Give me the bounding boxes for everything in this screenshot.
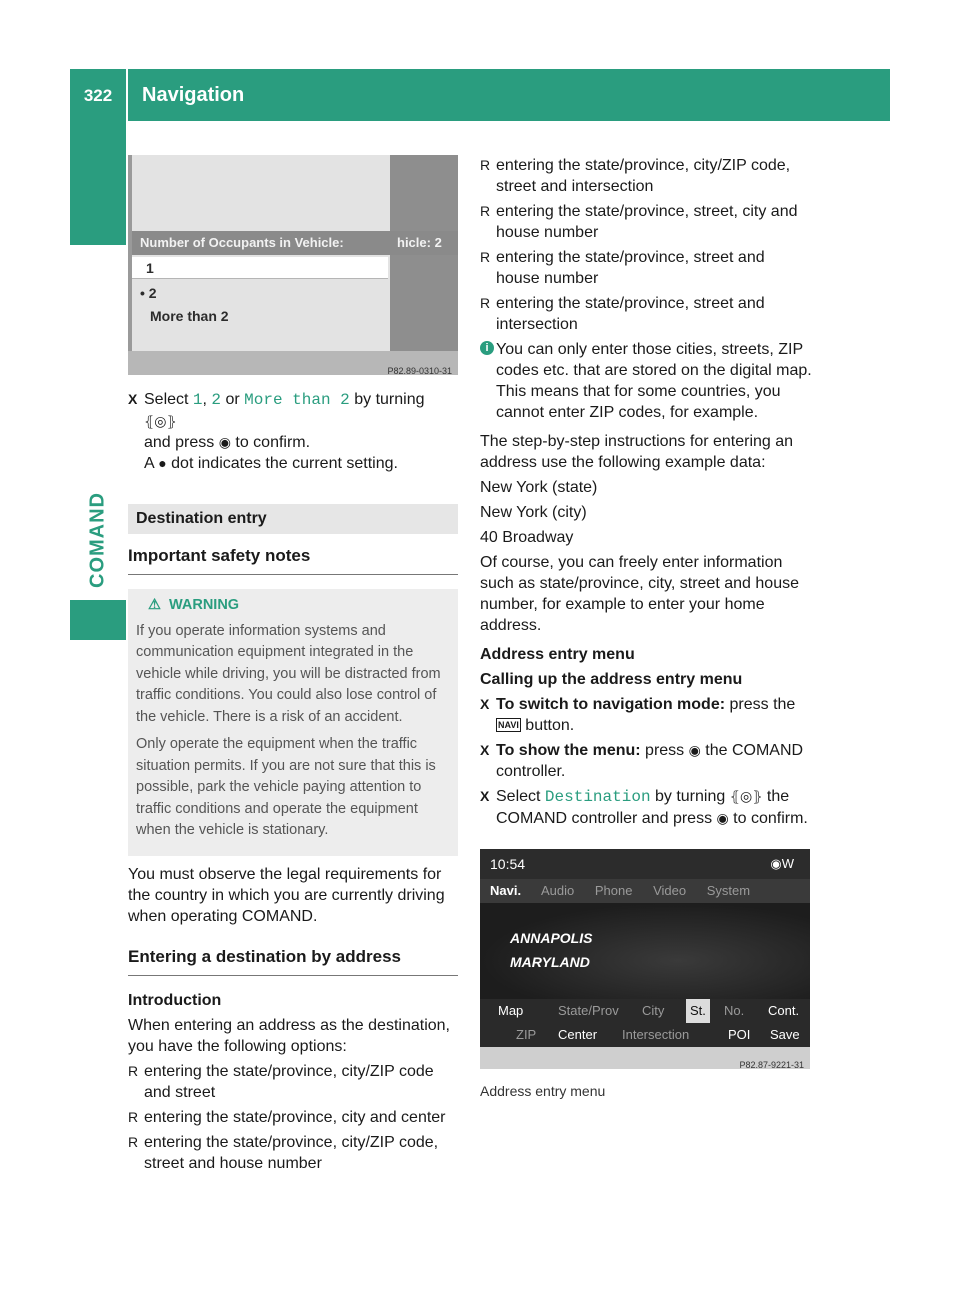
occupants-overlay: hicle: 2	[397, 235, 442, 250]
left-column	[128, 155, 458, 1178]
list-item-text: entering the state/province, street and house number	[496, 249, 765, 287]
page-number: 322	[83, 85, 113, 105]
menu-poi[interactable]: POI	[728, 1027, 751, 1042]
figure-caption: Address entry menu	[480, 1083, 606, 1099]
menu-center[interactable]: Center	[558, 1027, 598, 1042]
menu-city[interactable]: City	[642, 1003, 665, 1018]
option-more-than-2[interactable]: More than 2	[150, 308, 229, 324]
section-minor-heading: Address entry menu	[480, 646, 635, 663]
step-text: or	[221, 391, 245, 408]
turn-controller-icon: ⦃◎⦄	[144, 413, 177, 429]
option-2[interactable]: • 2	[140, 285, 157, 301]
warning-paragraph: Only operate the equipment when the traffic situation permits. If you are not sure that this is possible, park the vehicle paying attention to traffic conditions and operate the equipment when the vehicle is stationary.	[136, 736, 436, 838]
warning-icon: ⚠	[148, 597, 161, 613]
menu-continue[interactable]: Cont.	[768, 1003, 800, 1018]
step-text: ,	[202, 391, 212, 408]
code-option-2: 2	[211, 391, 222, 409]
example-line: 40 Broadway	[480, 529, 574, 546]
info-icon: i	[480, 341, 494, 355]
example-line: New York (city)	[480, 504, 587, 521]
occupants-header	[132, 231, 458, 255]
step-navigation-mode	[480, 694, 812, 736]
intro-heading: Introduction	[128, 991, 222, 1009]
menu-intersection[interactable]: Intersection	[622, 1027, 690, 1042]
menu-number[interactable]: No.	[724, 1003, 745, 1018]
dot-icon: ●	[158, 455, 167, 471]
bullet-icon: R	[128, 1108, 139, 1125]
occupants-screen	[128, 155, 458, 375]
menu-street[interactable]: St.	[686, 999, 710, 1023]
warning-title	[136, 595, 450, 617]
list-item-text: entering the state/province, city and center	[144, 1108, 446, 1126]
step-arrow-icon: X	[480, 788, 490, 804]
list-item	[128, 1132, 458, 1174]
step-select-destination	[480, 786, 812, 829]
menu-save[interactable]: Save	[770, 1027, 800, 1042]
section-heading: Destination entry	[128, 504, 458, 534]
status-bar	[480, 849, 810, 879]
occupants-header-text: Number of Occupants in Vehicle:	[140, 235, 344, 250]
list-item	[480, 293, 812, 335]
list-item-text: entering the state/province, city/ZIP code, street and intersection	[496, 157, 791, 195]
subheading-safety: Important safety notes	[128, 534, 458, 575]
side-chapter-label: COMAND	[86, 492, 109, 588]
step-text: press	[640, 742, 689, 759]
menu-item-navi[interactable]: Navi.	[490, 883, 522, 898]
menu-zip[interactable]: ZIP	[516, 1027, 537, 1042]
list-item-text: entering the state/province, city/ZIP code, street and house number	[144, 1133, 439, 1172]
step-text: by turning	[650, 788, 730, 805]
bullet-icon: R	[480, 203, 491, 219]
clock: 10:54	[490, 856, 526, 872]
menu-item-phone[interactable]: Phone	[594, 883, 633, 898]
step-text: A	[144, 455, 159, 472]
bullet-icon: R	[480, 249, 491, 265]
side-tab	[70, 121, 126, 245]
section-minor-heading: Calling up the address entry menu	[480, 671, 743, 688]
step-text: to confirm.	[728, 810, 808, 827]
menu-item-system[interactable]: System	[706, 883, 751, 898]
menu-item-audio[interactable]: Audio	[540, 883, 575, 898]
list-item-text: entering the state/province, street, city and house number	[496, 203, 798, 241]
menu-state-prov[interactable]: State/Prov	[558, 1003, 619, 1018]
body-paragraph: The step-by-step instructions for entering an address use the following example data:	[480, 433, 794, 471]
warning-paragraph: If you operate information systems and communication equipment integrated in the vehicle while driving, you will be distracted from traffic conditions. You could also lose control of the vehicle. There is a risk of an accident.	[136, 622, 441, 725]
bullet-icon: R	[128, 1133, 139, 1150]
right-column	[480, 155, 812, 1102]
bullet-icon: R	[480, 295, 491, 311]
turn-controller-icon: ⦃◎⦄	[729, 788, 763, 804]
main-menu-bar	[480, 879, 810, 903]
menu-map[interactable]: Map	[498, 1003, 524, 1018]
step-text: button.	[520, 717, 575, 734]
list-item	[480, 247, 812, 289]
step-text: the COMAND controller.	[496, 742, 804, 780]
code-destination: Destination	[544, 788, 651, 806]
step-show-menu	[480, 740, 812, 782]
list-item-text: entering the state/province, street and intersection	[496, 295, 765, 333]
list-item-text: entering the state/province, city/ZIP code and street	[144, 1062, 434, 1101]
list-item	[480, 201, 812, 243]
step-text: by turning	[349, 391, 425, 408]
press-controller-icon: ◉	[218, 434, 231, 450]
image-code: P82.89-0310-31	[387, 366, 452, 375]
step-arrow-icon: X	[480, 742, 490, 758]
step-text: dot indicates the current setting.	[166, 455, 398, 472]
step-text: press the	[725, 696, 796, 713]
press-controller-icon: ◉	[716, 810, 729, 826]
code-option-1: 1	[192, 391, 203, 409]
map-area	[480, 903, 810, 999]
step-arrow-icon: X	[480, 696, 490, 712]
page-title: Navigation	[142, 83, 245, 106]
select-occupants-step	[128, 389, 458, 474]
step-arrow-icon: X	[128, 391, 138, 407]
menu-item-video[interactable]: Video	[653, 883, 687, 898]
step-text: the COMAND controller and press	[496, 788, 790, 827]
city-line: ANNAPOLIS	[510, 930, 593, 946]
body-paragraph: Of course, you can freely enter information such as state/province, city, street and house number, for example to enter your home address.	[480, 554, 799, 634]
list-item	[128, 1061, 458, 1103]
step-bold-text: To switch to navigation mode:	[496, 696, 726, 713]
bullet-icon: R	[128, 1062, 139, 1079]
warning-box	[128, 589, 458, 856]
state-line: MARYLAND	[510, 954, 590, 970]
signal-icon: ◉W	[770, 856, 794, 871]
list-item	[480, 155, 812, 197]
warning-title-text: WARNING	[169, 597, 240, 613]
option-1[interactable]: 1	[132, 257, 388, 279]
image-code: P82.87-9221-31	[739, 1060, 804, 1069]
example-line: New York (state)	[480, 479, 598, 496]
subheading-address: Entering a destination by address	[128, 935, 458, 976]
body-paragraph: You must observe the legal requirements for the country in which you are currently driving when operating COMAND.	[128, 865, 445, 925]
header-divider	[126, 69, 128, 121]
list-item	[128, 1107, 458, 1128]
press-controller-icon: ◉	[688, 742, 701, 758]
intro-paragraph: When entering an address as the destination, you have the following options:	[128, 1016, 450, 1055]
step-text: Select	[496, 788, 545, 805]
info-note	[480, 339, 812, 423]
bullet-icon: R	[480, 157, 491, 173]
address-entry-screen	[480, 849, 810, 1069]
code-option-more: More than 2	[244, 391, 350, 409]
step-text: to confirm.	[230, 434, 311, 451]
address-menu-row-1	[480, 999, 810, 1023]
side-chapter-marker	[70, 600, 126, 640]
address-menu-row-2	[480, 1023, 810, 1047]
info-text: You can only enter those cities, streets, ZIP codes etc. that are stored on the digital map. This means that for some countries, you cannot enter ZIP codes, for example.	[496, 341, 812, 421]
step-text: and press	[144, 434, 219, 451]
step-text: Select	[144, 391, 193, 408]
step-bold-text: To show the menu:	[496, 742, 641, 759]
navi-button-icon: NAVI	[498, 720, 519, 730]
